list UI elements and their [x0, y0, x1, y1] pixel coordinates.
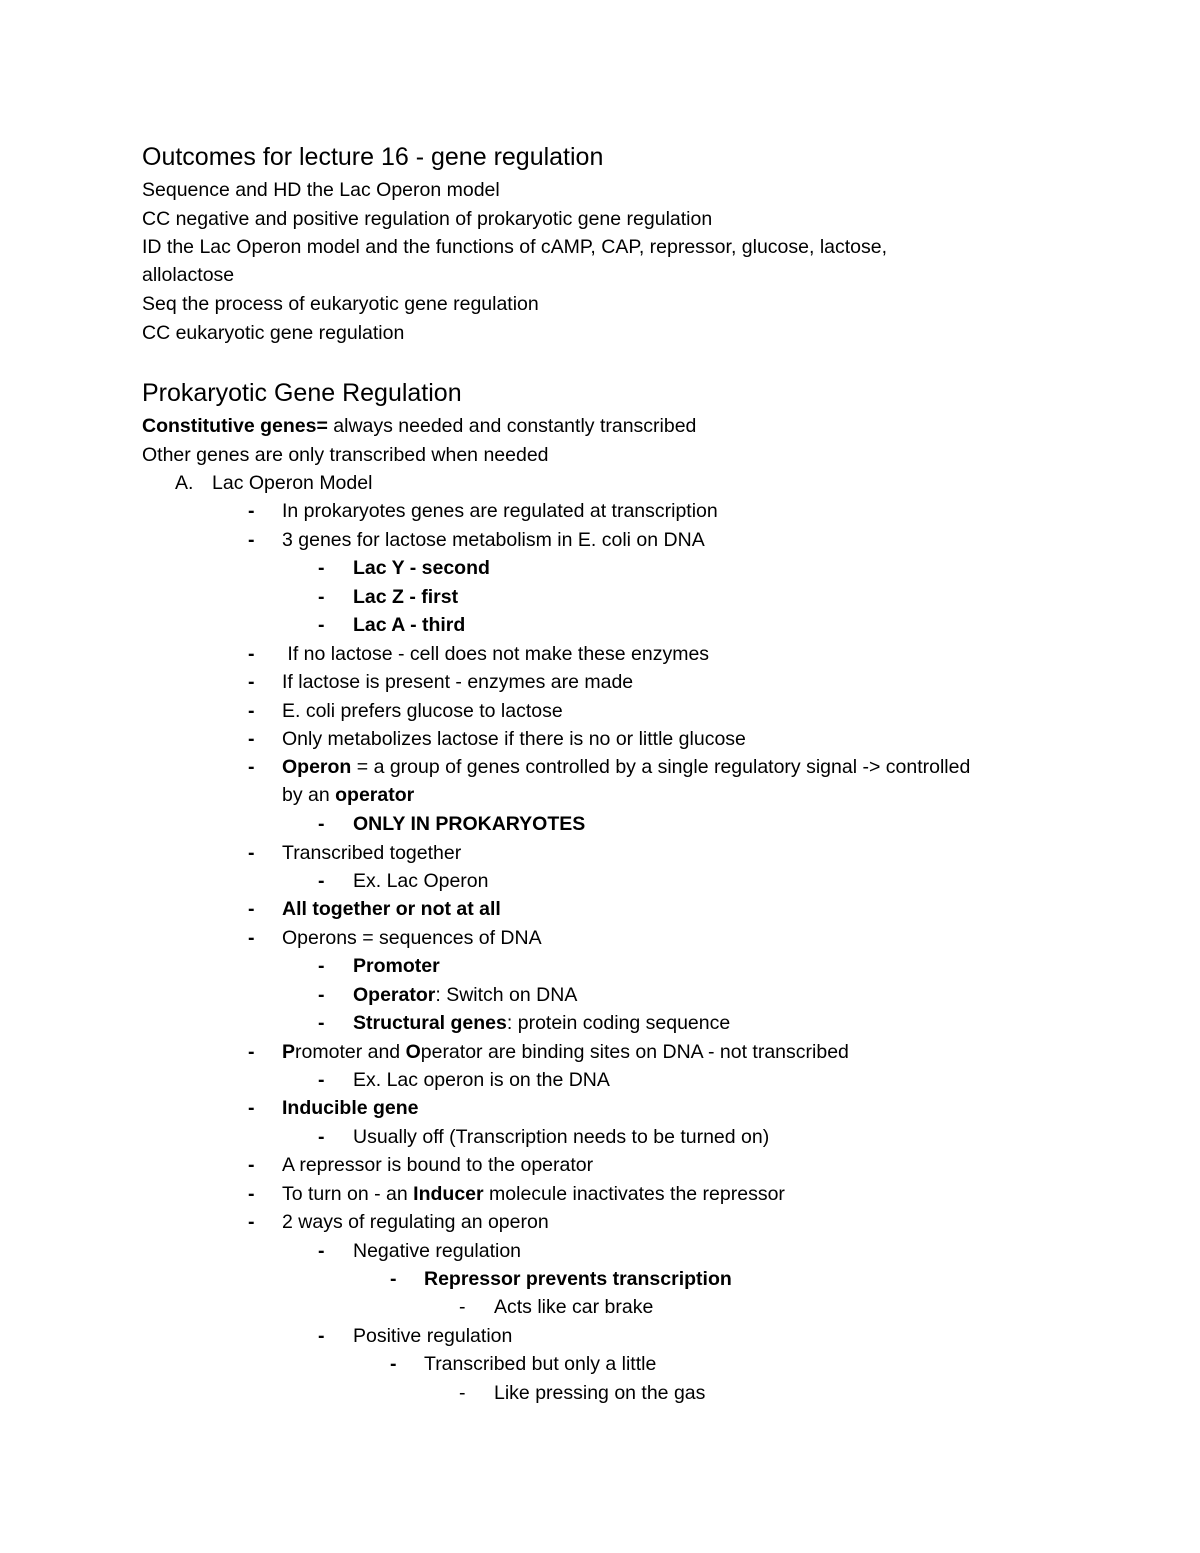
list-item: A repressor is bound to the operator: [282, 1154, 594, 1176]
operator-initial: O: [405, 1041, 421, 1063]
inducer-term: Inducer: [413, 1183, 484, 1205]
bullet-dash: -: [318, 1069, 325, 1091]
bullet-dash: -: [248, 643, 255, 665]
prokaryotic-heading: Prokaryotic Gene Regulation: [142, 379, 462, 407]
outcome-line: CC negative and positive regulation of prokaryotic gene regulation: [142, 208, 713, 230]
list-item: Lac Z - first: [353, 586, 459, 608]
bullet-dash: -: [390, 1268, 397, 1290]
list-item-continuation: [282, 781, 414, 809]
bullet-dash: -: [248, 842, 255, 864]
outcome-line: ID the Lac Operon model and the functions of cAMP, CAP, repressor, glucose, lactose,: [142, 236, 888, 258]
list-item: Acts like car brake: [494, 1296, 654, 1318]
constitutive-genes-term: Constitutive genes=: [142, 415, 328, 437]
bullet-dash: -: [248, 700, 255, 722]
list-item-text: romoter and: [295, 1041, 406, 1063]
section-a-label: Lac Operon Model: [212, 472, 373, 494]
list-item: In prokaryotes genes are regulated at transcription: [282, 500, 718, 522]
list-item: E. coli prefers glucose to lactose: [282, 700, 563, 722]
bullet-dash: -: [248, 1183, 255, 1205]
list-item: If lactose is present - enzymes are made: [282, 671, 634, 693]
bullet-dash: -: [318, 1012, 325, 1034]
operon-definition: = a group of genes controlled by a single regulatory signal -> controlled: [351, 756, 971, 778]
list-item: ONLY IN PROKARYOTES: [353, 813, 586, 835]
bullet-dash: -: [248, 1211, 255, 1233]
bullet-dash: -: [318, 586, 325, 608]
section-a-marker: A.: [175, 472, 194, 494]
list-item: Lac Y - second: [353, 557, 490, 579]
bullet-dash: -: [318, 870, 325, 892]
list-item: All together or not at all: [282, 898, 501, 920]
operon-continuation-text: by an: [282, 784, 336, 806]
bullet-dash: -: [248, 728, 255, 750]
operon-term: Operon: [282, 756, 352, 778]
list-item-text: perator are binding sites on DNA - not transcribed: [420, 1041, 849, 1063]
list-item: Transcribed together: [282, 842, 462, 864]
list-item: [282, 1038, 849, 1066]
list-item: [353, 1009, 730, 1037]
operator-term: Operator: [353, 984, 436, 1006]
list-item: [282, 753, 970, 781]
outcomes-heading: Outcomes for lecture 16 - gene regulation: [142, 143, 604, 171]
bullet-dash: -: [459, 1382, 466, 1404]
outcome-line: Sequence and HD the Lac Operon model: [142, 179, 500, 201]
list-item: Operons = sequences of DNA: [282, 927, 542, 949]
structural-genes-term: Structural genes: [353, 1012, 507, 1034]
structural-genes-definition: : protein coding sequence: [506, 1012, 731, 1034]
list-item: [353, 981, 577, 1009]
bullet-dash: -: [248, 756, 255, 778]
bullet-dash: -: [248, 1041, 255, 1063]
outcome-line: Seq the process of eukaryotic gene regulation: [142, 293, 539, 315]
list-item-text: To turn on - an: [282, 1183, 414, 1205]
promoter-initial: P: [282, 1041, 296, 1063]
list-item: 2 ways of regulating an operon: [282, 1211, 549, 1233]
bullet-dash: -: [248, 529, 255, 551]
constitutive-genes-line: [142, 412, 696, 440]
bullet-dash: -: [248, 1097, 255, 1119]
list-item: Transcribed but only a little: [424, 1353, 657, 1375]
bullet-dash: -: [318, 614, 325, 636]
list-item: Like pressing on the gas: [494, 1382, 706, 1404]
bullet-dash: -: [248, 927, 255, 949]
list-item: Usually off (Transcription needs to be turned on): [353, 1126, 770, 1148]
bullet-dash: -: [318, 1240, 325, 1262]
list-item: 3 genes for lactose metabolism in E. coli on DNA: [282, 529, 705, 551]
other-genes-line: Other genes are only transcribed when needed: [142, 444, 549, 466]
list-item: [282, 1180, 785, 1208]
outcome-line: allolactose: [142, 264, 235, 286]
list-item: Inducible gene: [282, 1097, 419, 1119]
list-item: If no lactose - cell does not make these enzymes: [282, 643, 710, 665]
list-item: Ex. Lac Operon: [353, 870, 489, 892]
bullet-dash: -: [318, 955, 325, 977]
list-item: Only metabolizes lactose if there is no or little glucose: [282, 728, 746, 750]
list-item: Repressor prevents transcription: [424, 1268, 732, 1290]
bullet-dash: -: [248, 898, 255, 920]
bullet-dash: -: [248, 1154, 255, 1176]
operator-term: operator: [335, 784, 415, 806]
list-item: Ex. Lac operon is on the DNA: [353, 1069, 610, 1091]
bullet-dash: -: [318, 1325, 325, 1347]
bullet-dash: -: [318, 813, 325, 835]
bullet-dash: -: [318, 1126, 325, 1148]
list-item: Promoter: [353, 955, 440, 977]
list-item: Positive regulation: [353, 1325, 513, 1347]
bullet-dash: -: [318, 557, 325, 579]
outcome-line: CC eukaryotic gene regulation: [142, 322, 405, 344]
list-item: Negative regulation: [353, 1240, 522, 1262]
bullet-dash: -: [248, 500, 255, 522]
bullet-dash: -: [390, 1353, 397, 1375]
bullet-dash: -: [248, 671, 255, 693]
operator-definition: : Switch on DNA: [435, 984, 578, 1006]
bullet-dash: -: [318, 984, 325, 1006]
constitutive-genes-definition: always needed and constantly transcribed: [327, 415, 697, 437]
list-item: Lac A - third: [353, 614, 466, 636]
list-item-text: molecule inactivates the repressor: [483, 1183, 785, 1205]
bullet-dash: -: [459, 1296, 466, 1318]
